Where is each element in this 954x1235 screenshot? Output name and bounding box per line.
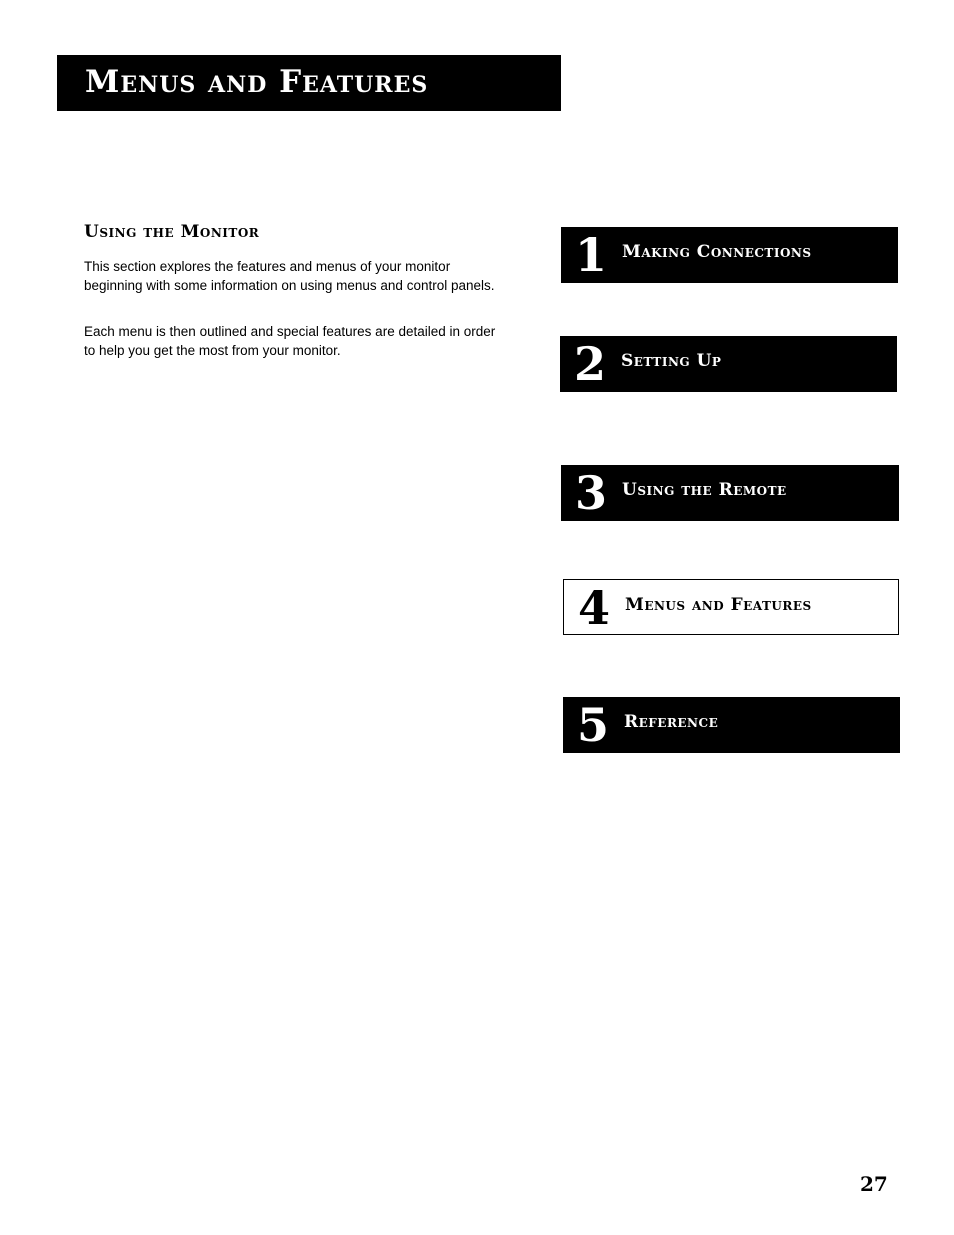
menu-paragraph: Each menu is then outlined and special features are detailed in order to help you get the most from your monitor. [84, 324, 496, 358]
chapter-number: 2 [574, 337, 607, 391]
chapter-tab-using-the-remote[interactable] [561, 465, 899, 521]
chapter-header-bar [57, 55, 561, 111]
chapter-tab-making-connections[interactable] [561, 227, 898, 283]
chapter-number: 5 [577, 698, 610, 752]
chapter-number: 1 [575, 228, 608, 282]
chapter-tab-setting-up[interactable] [560, 336, 897, 392]
chapter-label: Reference [624, 712, 719, 732]
intro-paragraph: This section explores the features and menus of your monitor beginning with some information on using menus and control panels. [84, 259, 495, 293]
page-number: 27 [860, 1172, 888, 1196]
chapter-number: 4 [578, 581, 611, 635]
section-heading: Using the Monitor [84, 222, 260, 242]
chapter-label: Menus and Features [625, 595, 812, 615]
page-title: Menus and Features [85, 64, 429, 100]
chapter-number: 3 [575, 466, 608, 520]
chapter-label: Setting Up [621, 351, 722, 371]
chapter-label: Using the Remote [622, 480, 787, 500]
chapter-tab-menus-and-features[interactable] [563, 579, 899, 635]
chapter-tab-reference[interactable] [563, 697, 900, 753]
chapter-label: Making Connections [622, 242, 812, 262]
